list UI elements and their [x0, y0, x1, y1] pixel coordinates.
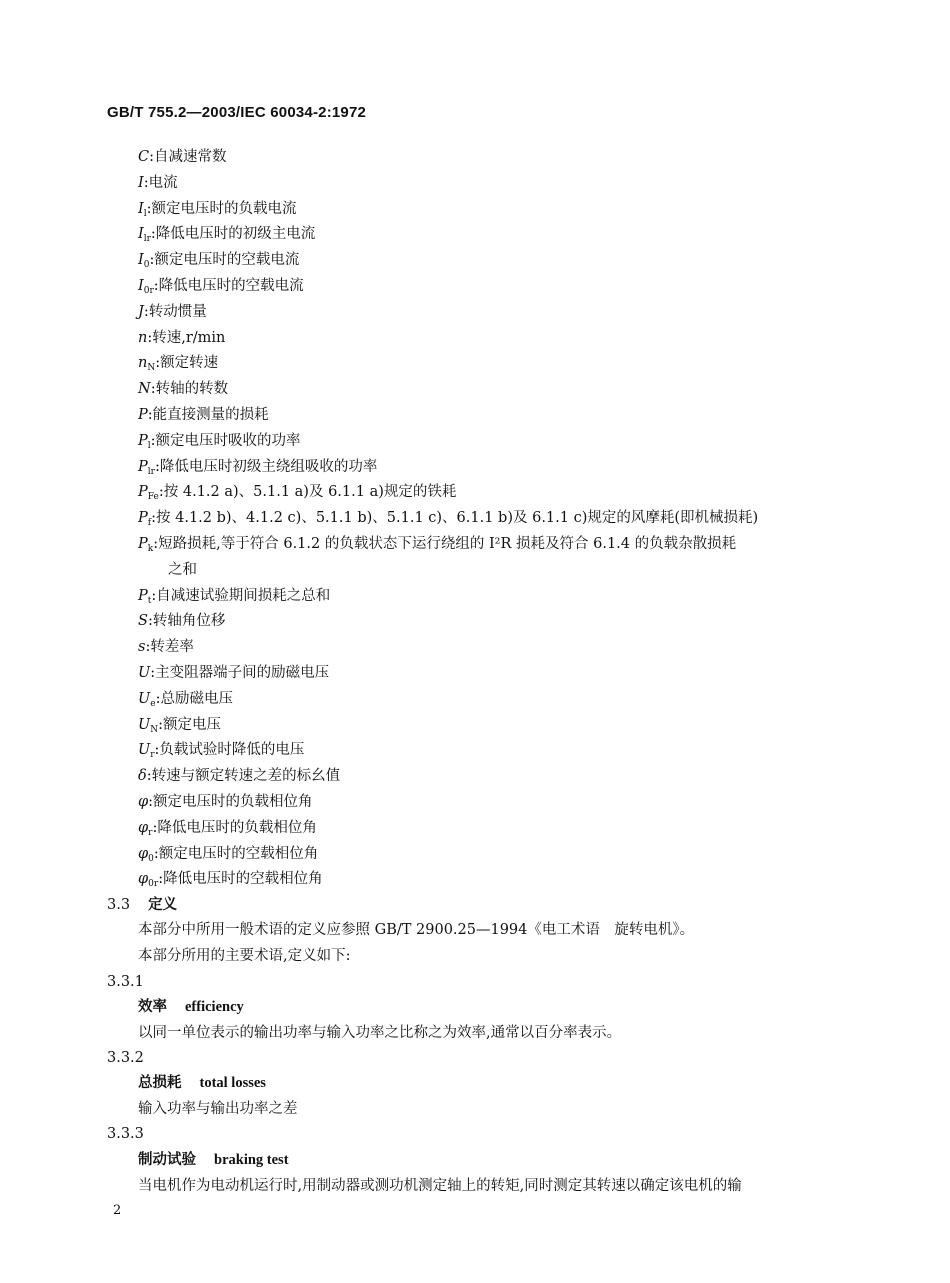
symbol: N — [138, 381, 151, 398]
symbol-subscript: t — [147, 595, 152, 606]
symbol-definition — [138, 431, 301, 456]
symbol-definition — [138, 508, 758, 533]
symbol: U — [138, 716, 151, 733]
symbol-definition — [138, 173, 178, 193]
symbol: I — [138, 226, 144, 243]
symbol-description: :转动惯量 — [143, 303, 207, 320]
symbol-subscript: r — [148, 827, 153, 838]
symbol: P — [138, 587, 148, 604]
symbol-description: :自减速试验期间损耗之总和 — [151, 587, 331, 604]
symbol-description: :电流 — [143, 174, 178, 191]
symbol-description: :按 4.1.2 a)、5.1.1 a)及 6.1.1 a)规定的铁耗 — [158, 484, 457, 501]
symbol-description: :额定电压 — [158, 716, 221, 733]
symbol: δ — [138, 768, 147, 785]
symbol: n — [138, 355, 148, 372]
symbol: φ — [138, 845, 149, 862]
page-number: 2 — [113, 1203, 122, 1218]
symbol-description: :降低电压时的空载相位角 — [158, 871, 323, 888]
symbol-description: :转轴角位移 — [147, 613, 226, 630]
symbol: P — [138, 484, 148, 501]
symbol-subscript: k — [147, 544, 154, 554]
symbol: I — [138, 278, 144, 294]
symbol-definition — [138, 869, 323, 894]
symbol-definition — [138, 534, 736, 559]
symbol-subscript: e — [150, 698, 156, 709]
symbol-subscript: lr — [147, 466, 155, 477]
symbol-definition — [138, 379, 228, 399]
term-number: 3.3.3 — [107, 1126, 144, 1142]
symbol: I — [138, 174, 144, 191]
symbol-definition — [138, 792, 313, 812]
symbol-description: :按 4.1.2 b)、4.1.2 c)、5.1.1 b)、5.1.1 c)、6.1.1 b)及 6.1.1 c)规定的风摩耗(即机械损耗) — [151, 510, 759, 527]
symbol-description: :短路损耗,等于符合 6.1.2 的负载状态下运行绕组的 I²R 损耗及符合 6.1.4 的负载杂散损耗 — [153, 536, 737, 552]
symbol-definition — [138, 818, 317, 843]
symbol-definition — [138, 250, 299, 275]
symbol-subscript: 0 — [143, 260, 150, 271]
symbol-description: :转速,r/min — [147, 329, 226, 346]
term-cn: 效率 — [138, 998, 167, 1015]
symbol: φ — [138, 871, 149, 888]
symbol-definition — [138, 740, 304, 765]
term-heading — [138, 997, 244, 1017]
symbol-description: :主变阻器端子间的励磁电压 — [150, 665, 330, 681]
symbol-description: :降低电压时初级主绕组吸收的功率 — [154, 458, 378, 475]
symbol-definition — [138, 224, 315, 249]
symbol-definition — [138, 715, 221, 740]
symbol: U — [138, 665, 151, 681]
symbol-description: :降低电压时的空载电流 — [153, 278, 304, 294]
symbol-description: :额定转速 — [155, 355, 219, 372]
term-en: braking test — [214, 1152, 289, 1168]
symbol-definition — [138, 482, 456, 507]
symbol-description: :额定电压时吸收的功率 — [150, 432, 301, 449]
symbol: C — [138, 149, 150, 165]
symbol-description: :转差率 — [145, 639, 194, 656]
standard-header: GB/T 755.2—2003/IEC 60034-2:1972 — [107, 104, 367, 121]
symbol: s — [138, 639, 146, 656]
symbol: J — [138, 303, 144, 320]
symbol: U — [138, 690, 151, 707]
symbol-description: 之和 — [168, 561, 197, 578]
symbol-definition — [138, 405, 269, 425]
symbol: I — [138, 252, 144, 269]
symbol-definition — [138, 353, 218, 378]
symbol-description: :额定电压时的负载相位角 — [148, 794, 313, 810]
symbol-definition — [138, 457, 377, 482]
term-definition: 当电机作为电动机运行时,用制动器或测功机测定轴上的转矩,同时测定其转速以确定该电机的输 — [138, 1178, 742, 1194]
symbol-description: :能直接测量的损耗 — [147, 407, 269, 423]
symbol-definition — [138, 766, 340, 786]
symbol-description: :总励磁电压 — [155, 690, 233, 707]
symbol-definition — [138, 147, 227, 167]
term-number: 3.3.1 — [107, 974, 144, 990]
symbol-subscript: 0r — [148, 879, 159, 890]
term-heading — [138, 1073, 266, 1093]
term-heading — [138, 1150, 289, 1170]
symbol-description: :转轴的转数 — [150, 381, 229, 398]
term-en: efficiency — [185, 999, 244, 1015]
symbol: φ — [138, 819, 149, 836]
symbol-subscript: l — [143, 208, 147, 219]
section-paragraph: 本部分中所用一般术语的定义应参照 GB/T 2900.25—1994《电工术语 旋转电机》。 — [138, 922, 695, 938]
symbol-definition — [138, 302, 207, 322]
term-definition: 以同一单位表示的输出功率与输入功率之比称之为效率,通常以百分率表示。 — [138, 1025, 622, 1041]
symbol-definition — [138, 611, 225, 631]
term-en: total losses — [199, 1075, 266, 1091]
symbol: P — [138, 432, 148, 449]
symbol-subscript: N — [147, 363, 156, 374]
symbol-continuation — [168, 560, 197, 580]
symbol: P — [138, 510, 148, 527]
section-title: 定义 — [148, 896, 178, 913]
section-paragraph: 本部分所用的主要术语,定义如下: — [138, 948, 351, 964]
symbol-subscript: 0r — [143, 286, 154, 296]
symbol-subscript: 0 — [148, 853, 154, 864]
symbol-subscript: r — [150, 750, 155, 761]
symbol-subscript: f — [147, 518, 152, 529]
symbol-subscript: N — [150, 724, 159, 735]
symbol-description: :额定电压时的空载相位角 — [153, 845, 319, 862]
symbol: P — [138, 407, 148, 423]
symbol: I — [138, 200, 144, 217]
symbol: P — [138, 536, 148, 552]
symbol-definition — [138, 276, 304, 301]
term-cn: 制动试验 — [138, 1151, 196, 1168]
symbol-definition — [138, 199, 297, 224]
symbol-subscript: lr — [143, 234, 151, 245]
symbol-description: :自减速常数 — [149, 149, 227, 165]
symbol-definition — [138, 844, 318, 869]
symbol-definition — [138, 328, 225, 348]
symbol-subscript: Fe — [147, 492, 159, 503]
term-number: 3.3.2 — [107, 1050, 144, 1066]
symbol: n — [138, 329, 148, 346]
symbol-subscript: l — [147, 440, 151, 451]
term-definition: 输入功率与输出功率之差 — [138, 1101, 298, 1117]
symbol: P — [138, 458, 148, 475]
symbol-definition — [138, 586, 330, 611]
symbol-description: :额定电压时的负载电流 — [146, 200, 297, 217]
symbol-description: :负载试验时降低的电压 — [154, 742, 305, 759]
section-3-3-heading — [107, 895, 177, 915]
symbol-description: :额定电压时的空载电流 — [149, 252, 300, 269]
symbol: S — [138, 613, 148, 630]
symbol-description: :降低电压时的负载相位角 — [152, 819, 317, 836]
symbol: U — [138, 742, 151, 759]
symbol-definition — [138, 637, 194, 657]
section-number: 3.3 — [107, 897, 131, 913]
symbol-description: :转速与额定转速之差的标幺值 — [146, 768, 341, 785]
symbol-definition — [138, 689, 233, 714]
term-cn: 总损耗 — [138, 1074, 182, 1091]
symbol-definition — [138, 663, 329, 683]
symbol-description: :降低电压时的初级主电流 — [150, 226, 316, 243]
symbol: φ — [138, 794, 149, 810]
